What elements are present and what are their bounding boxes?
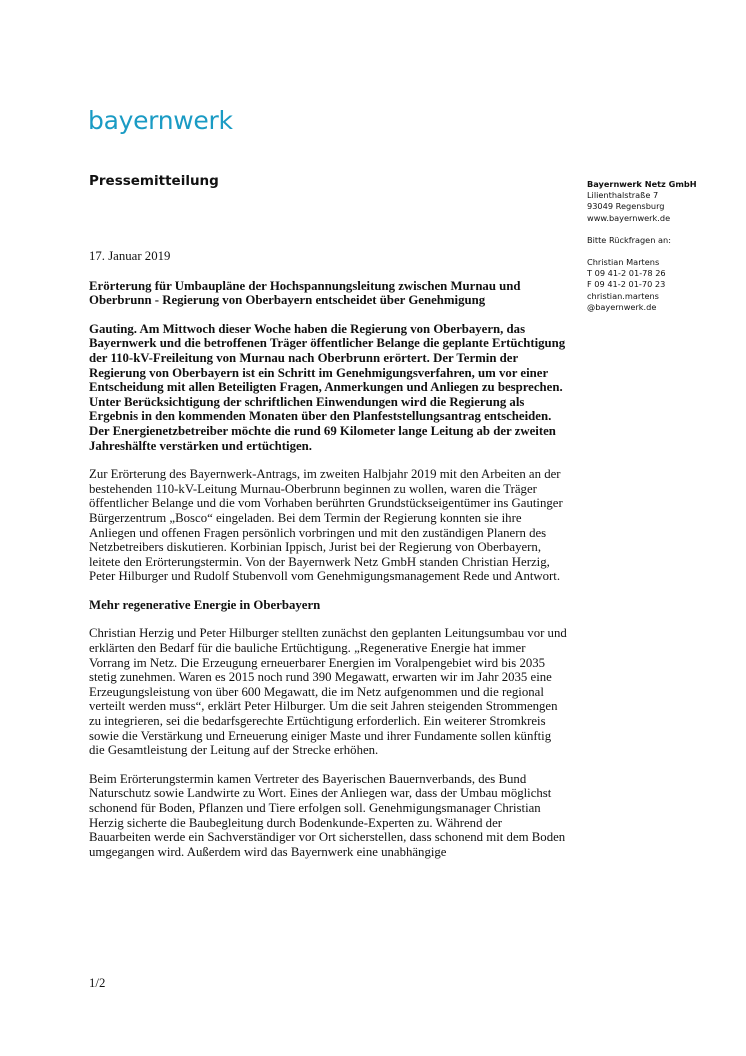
contact-sidebar [587, 179, 727, 313]
contact-website: www.bayernwerk.de [587, 212, 671, 223]
spacer [587, 224, 727, 235]
article-paragraph-3: Beim Erörterungstermin kamen Vertreter des Bayerischen Bauernverbands, des Bund Naturschutz sowie Landwirte zu Wort. Eines der Anliegen war, dass der Umbau möglichst schonend für Boden, Pflanzen und Tiere erfolgen soll. Genehmigungsmanager Christian Herzig sicherte die Baubegleitung durch Bodenkunde-Experten zu. Während der Bauarbeiten werde ein Sachverständiger vor Ort sicherstellen, dass schonend mit dem Boden umgegangen wird. Außerdem wird das Bayernwerk eine unabhängige [89, 771, 566, 859]
contact-email-line2: @bayernwerk.de [587, 301, 657, 312]
contact-city: 93049 Regensburg [587, 201, 665, 212]
contact-street: Lilienthalstraße 7 [587, 190, 659, 201]
article-subheading: Mehr regenerative Energie in Oberbayern [89, 597, 321, 612]
spacer [587, 246, 727, 257]
article-lead: Gauting. Am Mittwoch dieser Woche haben die Regierung von Oberbayern, das Bayernwerk und die betroffenen Träger öffentlicher Belange die geplante Ertüchtigung der 110-kV-Freileitung von Murnau nach Oberbrunn erörtert. Der Termin der Regierung von Oberbayern ist ein Schritt im Genehmigungsverfahren, um vor einer Entscheidung mit allen Beteiligten Fragen, Anmerkungen und Anliegen zu besprechen. Unter Berücksichtigung der schriftlichen Einwendungen wird die Regierung als Ergebnis in den kommenden Monaten über den Planfeststellungsantrag entscheiden. Der Energienetzbetreiber möchte die rund 69 Kilometer lange Leitung ab der zweiten Jahreshälfte verstärken und ertüchtigen. [89, 321, 566, 453]
contact-fax: F 09 41-2 01-70 23 [587, 279, 666, 290]
page-number: 1/2 [89, 976, 106, 990]
contact-phone: T 09 41-2 01-78 26 [587, 268, 666, 279]
article-paragraph-1: Zur Erörterung des Bayernwerk-Antrags, im zweiten Halbjahr 2019 mit den Arbeiten an der bestehenden 110-kV-Leitung Murnau-Oberbrunn beginnen zu wollen, waren die Träger öffentlicher Belange und die vom Vorhaben berührten Grundstückseigentümer ins Gautinger Bürgerzentrum „Bosco“ eingeladen. Bei dem Termin der Regierung konnten sie ihre Anliegen und offenen Fragen persönlich vorbringen und mit den zuständigen Planern des Netzbetreibers diskutieren. Korbinian Ippisch, Jurist bei der Regierung von Oberbayern, leitete den Erörterungstermin. Von der Bayernwerk Netz GmbH standen Christian Herzig, Peter Hilburger und Rudolf Stubenvoll vom Genehmigungsmanagement Rede und Antwort. [89, 467, 563, 584]
bayernwerk-logo: bayernwerk [88, 106, 233, 135]
document-type-title: Pressemitteilung [89, 173, 219, 189]
contact-person: Christian Martens [587, 257, 660, 268]
article-date: 17. Januar 2019 [89, 249, 171, 263]
contact-email-line1: christian.martens [587, 290, 659, 301]
contact-company: Bayernwerk Netz GmbH [587, 179, 697, 189]
inquiries-label: Bitte Rückfragen an: [587, 234, 671, 245]
article-body [89, 249, 567, 873]
article-headline: Erörterung für Umbaupläne der Hochspannungsleitung zwischen Murnau und Oberbrunn - Regierung von Oberbayern entscheidet über Genehmigung [89, 278, 521, 308]
article-paragraph-2: Christian Herzig und Peter Hilburger stellten zunächst den geplanten Leitungsumbau vor und erklärten den Bedarf für die bauliche Ertüchtigung. „Regenerative Energie hat immer Vorrang im Netz. Die Erzeugung erneuerbarer Energien im Voralpengebiet wird bis 2035 stetig zunehmen. Waren es 2015 noch rund 390 Megawatt, erwarten wir im Jahr 2035 eine Erzeugungsleistung von über 600 Megawatt, die im Netz aufgenommen und die regional verteilt werden muss“, erklärt Peter Hilburger. Um die seit Jahren steigenden Strommengen zu integrieren, sei die bedarfsgerechte Ertüchtigung erforderlich. Ein weiterer Stromkreis sowie die Verstärkung und Erneuerung einiger Maste und ihrer Fundamente sollen künftig die Gesamtleistung der Leitung auf der Strecke erhöhen. [89, 626, 567, 758]
